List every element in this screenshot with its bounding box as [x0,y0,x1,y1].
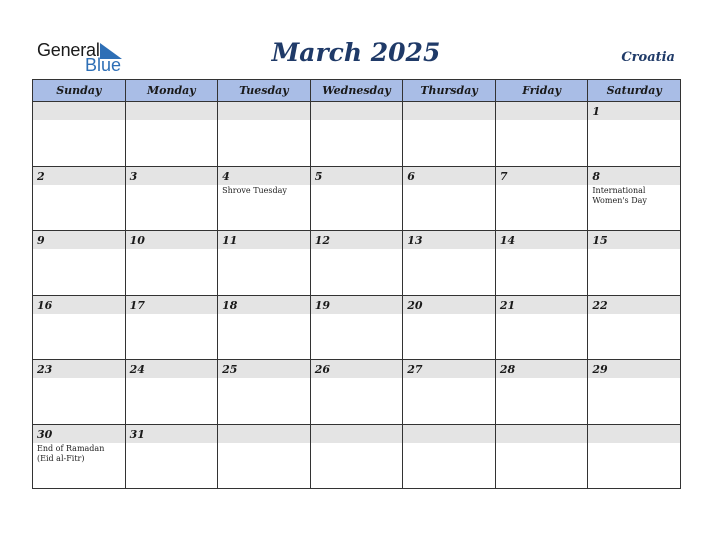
holiday-event [403,378,495,379]
day-number: 26 [311,360,403,378]
holiday-event [403,314,495,315]
calendar-day-cell [495,295,588,360]
calendar-grid [32,79,681,489]
calendar-day-cell [495,166,588,231]
day-number: 28 [496,360,588,378]
day-number: 6 [403,167,495,185]
calendar-week-row [33,166,681,231]
holiday-event [311,185,403,186]
day-number: 25 [218,360,310,378]
country-label: Croatia [621,50,675,65]
holiday-event [33,378,125,379]
holiday-event [126,314,218,315]
calendar-day-cell [588,360,681,425]
day-number: 5 [311,167,403,185]
weekday-header: Sunday [33,80,126,102]
calendar-day-cell [33,424,126,489]
holiday-event [403,185,495,186]
day-number: 17 [126,296,218,314]
calendar-day-cell [403,231,496,296]
calendar-day-cell [403,102,496,167]
weekday-header: Friday [495,80,588,102]
calendar-day-cell [588,424,681,489]
calendar-day-cell [33,102,126,167]
weekday-header: Wednesday [310,80,403,102]
holiday-event [588,314,680,315]
day-number: 4 [218,167,310,185]
holiday-event [218,249,310,250]
holiday-event [311,314,403,315]
calendar-day-cell [125,295,218,360]
day-number: 19 [311,296,403,314]
holiday-event [218,120,310,121]
calendar-day-cell [33,166,126,231]
day-number: 30 [33,425,125,443]
day-number: 23 [33,360,125,378]
calendar-day-cell [218,102,311,167]
holiday-event [588,120,680,121]
day-number: 21 [496,296,588,314]
day-number: 14 [496,231,588,249]
calendar-day-cell [218,295,311,360]
day-number: 29 [588,360,680,378]
calendar-day-cell [125,424,218,489]
day-number: 15 [588,231,680,249]
calendar-week-row [33,231,681,296]
calendar-day-cell [495,231,588,296]
calendar-day-cell [33,360,126,425]
calendar-body [33,102,681,489]
holiday-event [218,443,310,444]
day-number [496,425,588,443]
holiday-event [496,378,588,379]
holiday-event [311,378,403,379]
day-number [218,102,310,120]
calendar-day-cell [310,424,403,489]
day-number: 27 [403,360,495,378]
day-number: 11 [218,231,310,249]
day-number [218,425,310,443]
day-number: 18 [218,296,310,314]
calendar-day-cell [403,166,496,231]
calendar-day-cell [403,360,496,425]
day-number: 3 [126,167,218,185]
day-number: 9 [33,231,125,249]
weekday-header-row [33,80,681,102]
calendar-week-row [33,295,681,360]
holiday-event [588,249,680,250]
day-number: 31 [126,425,218,443]
calendar-day-cell [310,166,403,231]
holiday-event [126,120,218,121]
holiday-event [496,314,588,315]
calendar-day-cell [310,102,403,167]
day-number: 22 [588,296,680,314]
holiday-event [126,443,218,444]
holiday-event [403,443,495,444]
calendar-day-cell [495,360,588,425]
holiday-event [218,314,310,315]
calendar-day-cell [588,166,681,231]
holiday-event [403,120,495,121]
weekday-header: Thursday [403,80,496,102]
calendar-day-cell [310,295,403,360]
day-number: 24 [126,360,218,378]
holiday-event [33,249,125,250]
holiday-event: Shrove Tuesday [222,185,287,195]
holiday-event [126,185,218,186]
day-number [33,102,125,120]
day-number: 1 [588,102,680,120]
day-number: 7 [496,167,588,185]
calendar-day-cell [218,424,311,489]
day-number: 8 [588,167,680,185]
holiday-event [588,443,680,444]
holiday-event: End of Ramadan (Eid al-Fitr) [37,443,105,463]
page-title: March 2025 [271,38,441,67]
calendar-week-row [33,424,681,489]
calendar-day-cell [588,102,681,167]
day-number [496,102,588,120]
calendar-week-row [33,360,681,425]
holiday-event [311,120,403,121]
calendar-day-cell [33,231,126,296]
holiday-event [33,120,125,121]
logo-word-blue: Blue [85,55,122,75]
calendar-day-cell [310,360,403,425]
weekday-header: Monday [125,80,218,102]
holiday-event [496,120,588,121]
day-number: 2 [33,167,125,185]
calendar-day-cell [218,166,311,231]
calendar-day-cell [495,424,588,489]
holiday-event [403,249,495,250]
calendar-day-cell [125,360,218,425]
weekday-header: Tuesday [218,80,311,102]
holiday-event [311,443,403,444]
day-number: 20 [403,296,495,314]
calendar-day-cell [33,295,126,360]
holiday-event [496,249,588,250]
holiday-event [33,185,125,186]
day-number [403,102,495,120]
calendar-day-cell [588,231,681,296]
day-number: 10 [126,231,218,249]
logo-word-general: General [37,40,100,60]
calendar-day-cell [403,295,496,360]
holiday-event [126,378,218,379]
holiday-event [588,378,680,379]
day-number: 16 [33,296,125,314]
day-number: 13 [403,231,495,249]
calendar-day-cell [588,295,681,360]
calendar-day-cell [218,360,311,425]
day-number [403,425,495,443]
day-number [311,425,403,443]
calendar-day-cell [218,231,311,296]
holiday-event [218,378,310,379]
calendar-day-cell [495,102,588,167]
calendar-week-row [33,102,681,167]
holiday-event: International Women's Day [592,185,647,205]
day-number [311,102,403,120]
calendar-day-cell [310,231,403,296]
calendar-day-cell [403,424,496,489]
holiday-event [126,249,218,250]
calendar-day-cell [125,166,218,231]
holiday-event [496,443,588,444]
calendar-day-cell [125,231,218,296]
holiday-event [33,314,125,315]
holiday-event [496,185,588,186]
weekday-header: Saturday [588,80,681,102]
day-number [126,102,218,120]
day-number [588,425,680,443]
day-number: 12 [311,231,403,249]
holiday-event [311,249,403,250]
calendar-day-cell [125,102,218,167]
